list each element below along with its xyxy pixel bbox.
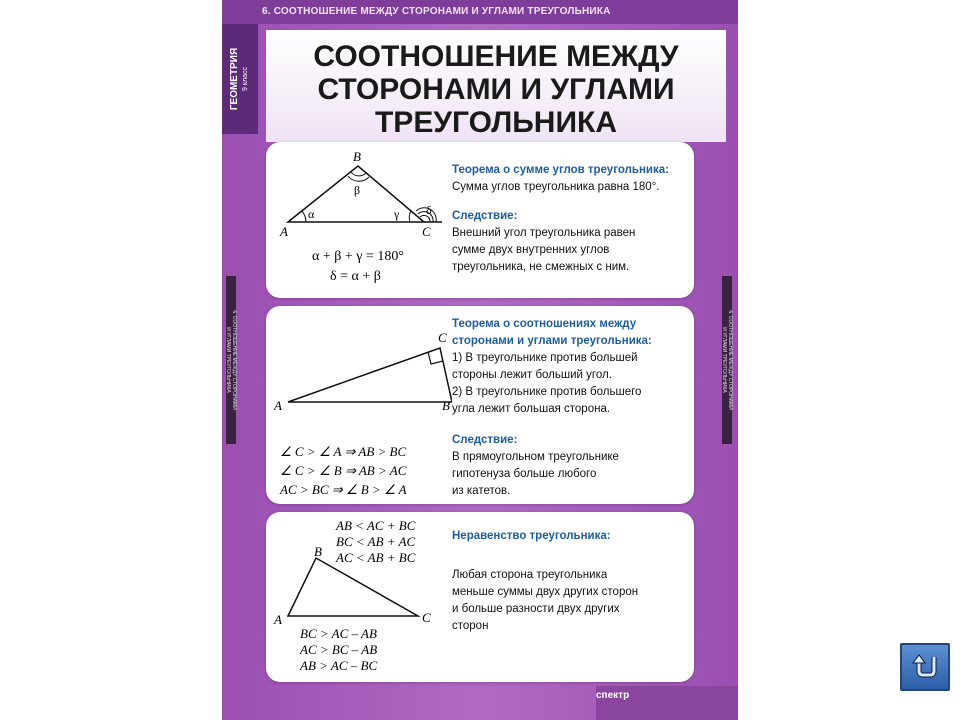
panel-triangle-inequality — [266, 512, 694, 682]
inequality-line: меньше суммы двух других сторон — [452, 586, 639, 598]
angle-sum-heading: Теорема о сумме углов треугольника: — [452, 164, 669, 176]
vertex-c-label: C — [422, 224, 431, 239]
inequality-rule: ∠ C > ∠ A ⇒ AB > BC — [280, 444, 407, 459]
subject-label: ГЕОМЕТРИЯ — [229, 47, 240, 111]
vertex-b-label: B — [314, 544, 322, 559]
sides-angles-text — [452, 316, 692, 500]
angle-sum-text — [452, 162, 692, 276]
vertex-a-label: A — [274, 612, 282, 627]
alpha-label: α — [308, 207, 315, 221]
corollary-heading: Следствие: — [452, 434, 518, 446]
triangle-angle-figure — [266, 142, 452, 298]
corollary-line: сумме двух внутренних углов — [452, 244, 610, 256]
vertex-b-label: B — [353, 149, 361, 164]
vertex-a-label: A — [274, 398, 282, 413]
angle-sum-formula: α + β + γ = 180° — [312, 249, 404, 264]
panel-sides-angles — [266, 306, 694, 504]
strip-line: И УГЛАМИ ТРЕУГОЛЬНИКА — [721, 327, 727, 393]
inequality-line: и больше разности двух других — [452, 603, 620, 615]
triangle-inequality-heading: Неравенство треугольника: — [452, 530, 611, 542]
inequality-line: сторон — [452, 620, 489, 632]
triangle-inequality-figure — [266, 512, 452, 682]
gamma-label: γ — [394, 207, 400, 221]
strip-line: 6. СООТНОШЕНИЕ МЕЖДУ СТОРОНАМИ — [727, 310, 733, 410]
title-box — [266, 30, 726, 142]
difference-inequality: BC > AC – AB — [300, 626, 377, 641]
triangle-inequality-text — [452, 528, 692, 635]
theorem-line: угла лежит большая сторона. — [452, 403, 611, 415]
return-button[interactable] — [900, 643, 950, 691]
theorem-line: 1) В треугольнике против большей — [452, 352, 638, 364]
poster — [222, 0, 738, 720]
publisher-footer — [596, 686, 738, 720]
delta-label: δ — [426, 203, 432, 217]
inequality-line: Любая сторона треугольника — [452, 569, 608, 581]
vertex-c-label: C — [438, 330, 447, 345]
corollary-line: гипотенуза больше любого — [452, 468, 597, 480]
sum-inequality: BC < AB + AC — [336, 534, 416, 549]
corollary-line: треугольника, не смежных с ним. — [452, 261, 630, 273]
corollary-heading: Следствие: — [452, 210, 518, 222]
publisher-logo: спектр — [596, 690, 630, 701]
exterior-angle-formula: δ = α + β — [330, 269, 381, 284]
title-line-3: ТРЕУГОЛЬНИКА — [374, 106, 618, 139]
inequality-rule: ∠ C > ∠ B ⇒ AB > AC — [280, 463, 407, 478]
subject-tab — [222, 24, 258, 134]
strip-line: 6. СООТНОШЕНИЕ МЕЖДУ СТОРОНАМИ — [231, 310, 237, 410]
corollary-line: из катетов. — [452, 485, 511, 497]
strip-line: И УГЛАМИ ТРЕУГОЛЬНИКА — [225, 327, 231, 393]
sum-inequality: AC < AB + BC — [336, 550, 416, 565]
theorem-line: 2) В треугольнике против большего — [452, 386, 642, 398]
left-edge-strip — [226, 276, 236, 444]
right-triangle-figure — [266, 306, 452, 504]
corollary-line: Внешний угол треугольника равен — [452, 227, 636, 239]
grade-label: 9 класс — [242, 67, 249, 91]
beta-label: β — [354, 183, 361, 197]
difference-inequality: AC > BC – AB — [300, 642, 378, 657]
sides-angles-heading-2: сторонами и углами треугольника: — [452, 335, 652, 347]
angle-sum-statement: Сумма углов треугольника равна 180°. — [452, 181, 660, 193]
panel-angle-sum — [266, 142, 694, 298]
title-line-2: СТОРОНАМИ И УГЛАМИ — [317, 73, 675, 106]
vertex-b-label: B — [442, 398, 450, 413]
sum-inequality: AB < AC + BC — [336, 518, 416, 533]
corollary-line: В прямоугольном треугольнике — [452, 451, 619, 463]
poster-title — [266, 40, 726, 139]
title-line-1: СООТНОШЕНИЕ МЕЖДУ — [313, 40, 679, 73]
right-edge-strip — [722, 276, 732, 444]
sides-angles-heading: Теорема о соотношениях между — [452, 318, 637, 330]
theorem-line: стороны лежит больший угол. — [452, 369, 612, 381]
poster-topbar: 6. СООТНОШЕНИЕ МЕЖДУ СТОРОНАМИ И УГЛАМИ ТРЕУГОЛЬНИКА — [222, 0, 738, 24]
vertex-c-label: C — [422, 610, 431, 625]
difference-inequality: AB > AC – BC — [300, 658, 378, 673]
vertex-a-label: A — [280, 224, 288, 239]
return-arrow-icon — [910, 653, 940, 681]
inequality-rule: AC > BC ⇒ ∠ B > ∠ A — [280, 482, 407, 497]
